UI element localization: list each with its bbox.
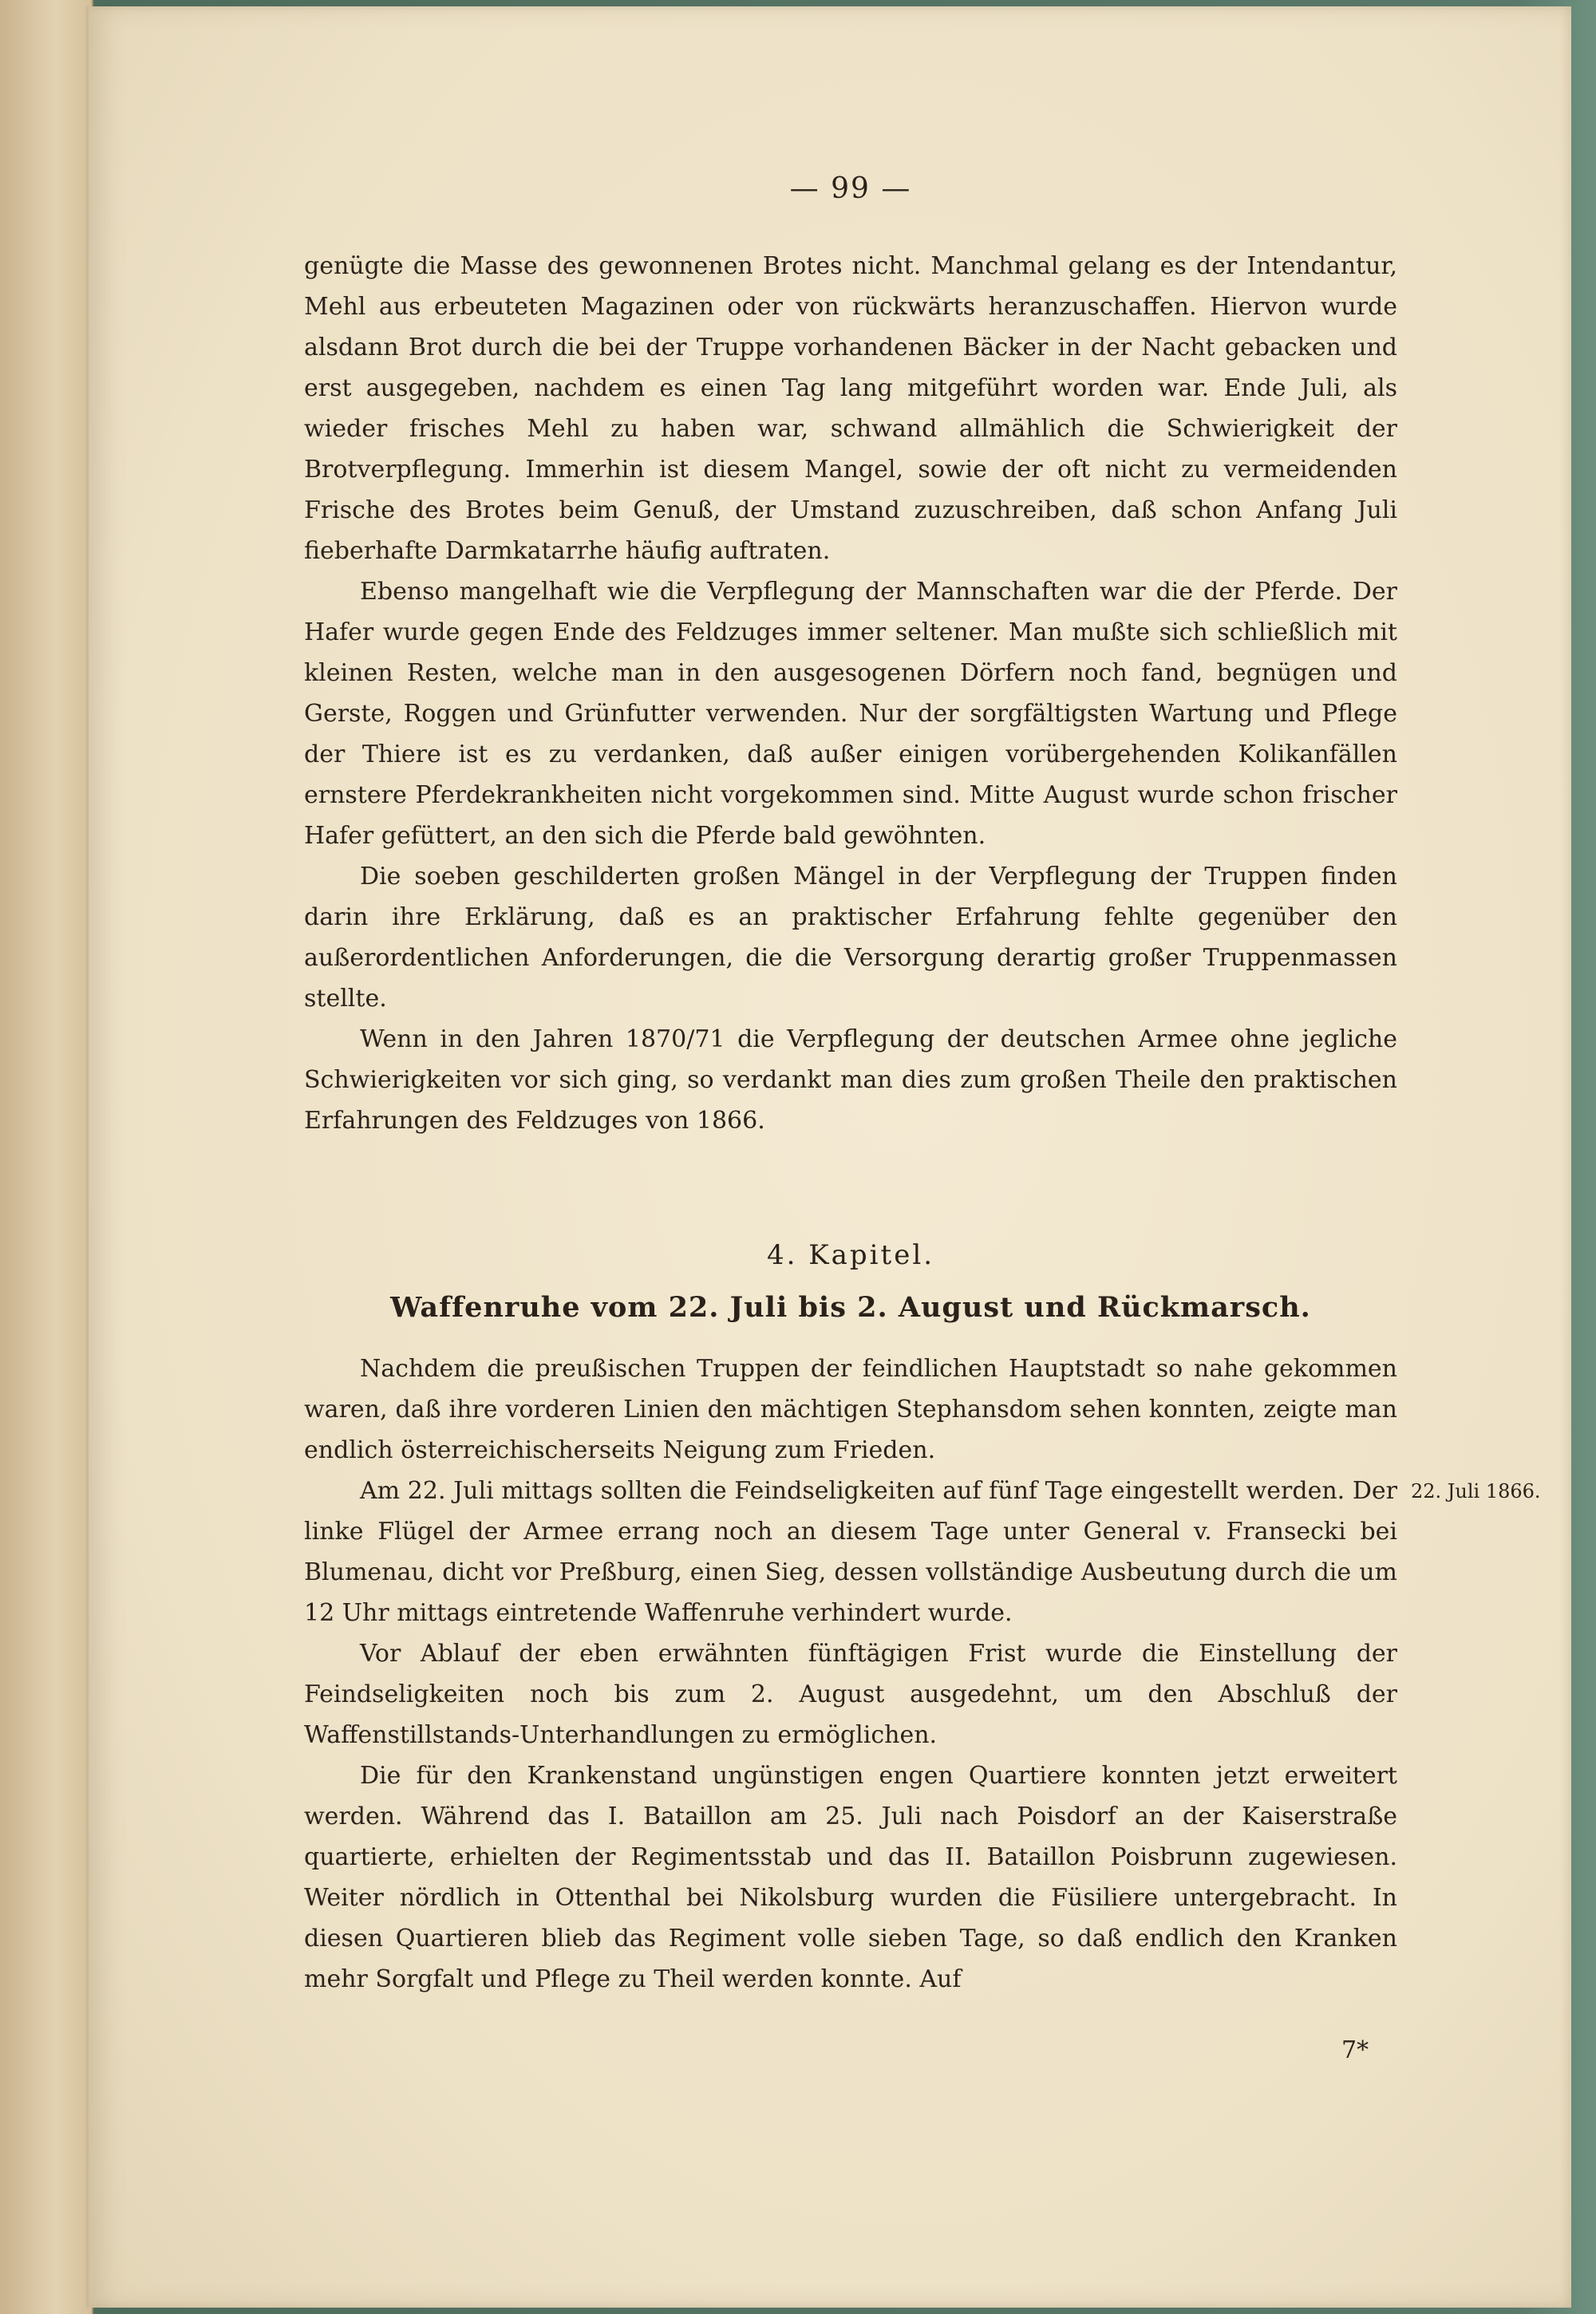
paragraph: Ebenso mangelhaft wie die Verpflegung der Mannschaften war die der Pferde. Der Hafer wurde gegen Ende des Feldzuges immer seltener. Man mußte sich schließlich mit kleinen Resten, welche man in den ausgesogenen Dörfern noch fand, begnügen und Gerste, Roggen und Grünfutter verwenden. Nur der sorgfältigsten Wartung und Pflege der Thiere ist es zu verdanken, daß außer einigen vorübergehenden Kolikanfällen ernstere Pferdekrankheiten nicht vorgekommen sind. Mitte August wurde schon frischer Hafer gefüttert, an den sich die Pferde bald gewöhnten. xyxy=(304,578,1397,850)
paragraph: Am 22. Juli mittags sollten die Feindseligkeiten auf fünf Tage eingestellt werden. Der linke Flügel der Armee errang noch an diesem Tage unter General v. Fransecki bei Blumenau, dicht vor Preßburg, einen Sieg, dessen vollständige Ausbeutung durch die um 12 Uhr mittags eintretende Waffenruhe verhindert wurde. xyxy=(304,1477,1397,1627)
section-text-1 xyxy=(304,246,1397,1141)
paragraph: genügte die Masse des gewonnenen Brotes nicht. Manchmal gelang es der Intendantur, Mehl aus erbeuteten Magazinen oder von rückwärts heranzuschaffen. Hiervon wurde alsdann Brot durch die bei der Truppe vorhandenen Bäcker in der Nacht gebacken und erst ausgegeben, nachdem es einen Tag lang mitgeführt worden war. Ende Juli, als wieder frisches Mehl zu haben war, schwand allmählich die Schwierigkeit der Brotverpflegung. Immerhin ist diesem Mangel, sowie der oft nicht zu vermeidenden Frische des Brotes beim Genuß, der Umstand zuzuschreiben, daß schon Anfang Juli fieberhafte Darmkatarrhe häufig auftraten. xyxy=(304,252,1397,565)
paragraph: Nachdem die preußischen Truppen der feindlichen Hauptstadt so nahe gekommen waren, daß ihre vorderen Linien den mächtigen Stephansdom sehen konnten, zeigte man endlich österreichischerseits Neigung zum Frieden. xyxy=(304,1355,1397,1464)
page xyxy=(86,6,1571,2308)
paragraph: Wenn in den Jahren 1870/71 die Verpflegung der deutschen Armee ohne jegliche Schwierigkeiten vor sich ging, so verdankt man dies zum großen Theile den praktischen Erfahrungen des Feldzuges von 1866. xyxy=(304,1025,1397,1135)
left-page-edge xyxy=(0,0,93,2314)
paragraph: Die soeben geschilderten großen Mängel in der Verpflegung der Truppen finden darin ihre Erklärung, daß es an praktischer Erfahrung fehlte gegenüber den außerordentlichen Anforderungen, die die Versorgung derartig großer Truppenmassen stellte. xyxy=(304,863,1397,1013)
page-number: — 99 — xyxy=(789,172,912,205)
paragraph: Vor Ablauf der eben erwähnten fünftägigen Frist wurde die Einstellung der Feindseligkeiten noch bis zum 2. August ausgedehnt, um den Abschluß der Waffenstillstands-Unterhandlungen zu ermöglichen. xyxy=(304,1640,1397,1749)
signature-mark: 7* xyxy=(1341,2036,1369,2064)
section-text-2 xyxy=(304,1349,1397,2000)
chapter-label: 4. Kapitel. xyxy=(766,1239,935,1271)
paragraph: Die für den Krankenstand ungünstigen engen Quartiere konnten jetzt erweitert werden. Während das I. Bataillon am 25. Juli nach Poisdorf an der Kaiserstraße quartierte, erhielten der Regimentsstab und das II. Bataillon Poisbrunn zugewiesen. Weiter nördlich in Ottenthal bei Nikolsburg wurden die Füsiliere untergebracht. In diesen Quartieren blieb das Regiment volle sieben Tage, so daß endlich den Kranken mehr Sorgfalt und Pflege zu Theil werden konnte. Auf xyxy=(304,1762,1397,1993)
marginal-date-note: 22. Juli 1866. xyxy=(1411,1480,1541,1503)
chapter-title: Waffenruhe vom 22. Juli bis 2. August und Rückmarsch. xyxy=(390,1291,1311,1324)
